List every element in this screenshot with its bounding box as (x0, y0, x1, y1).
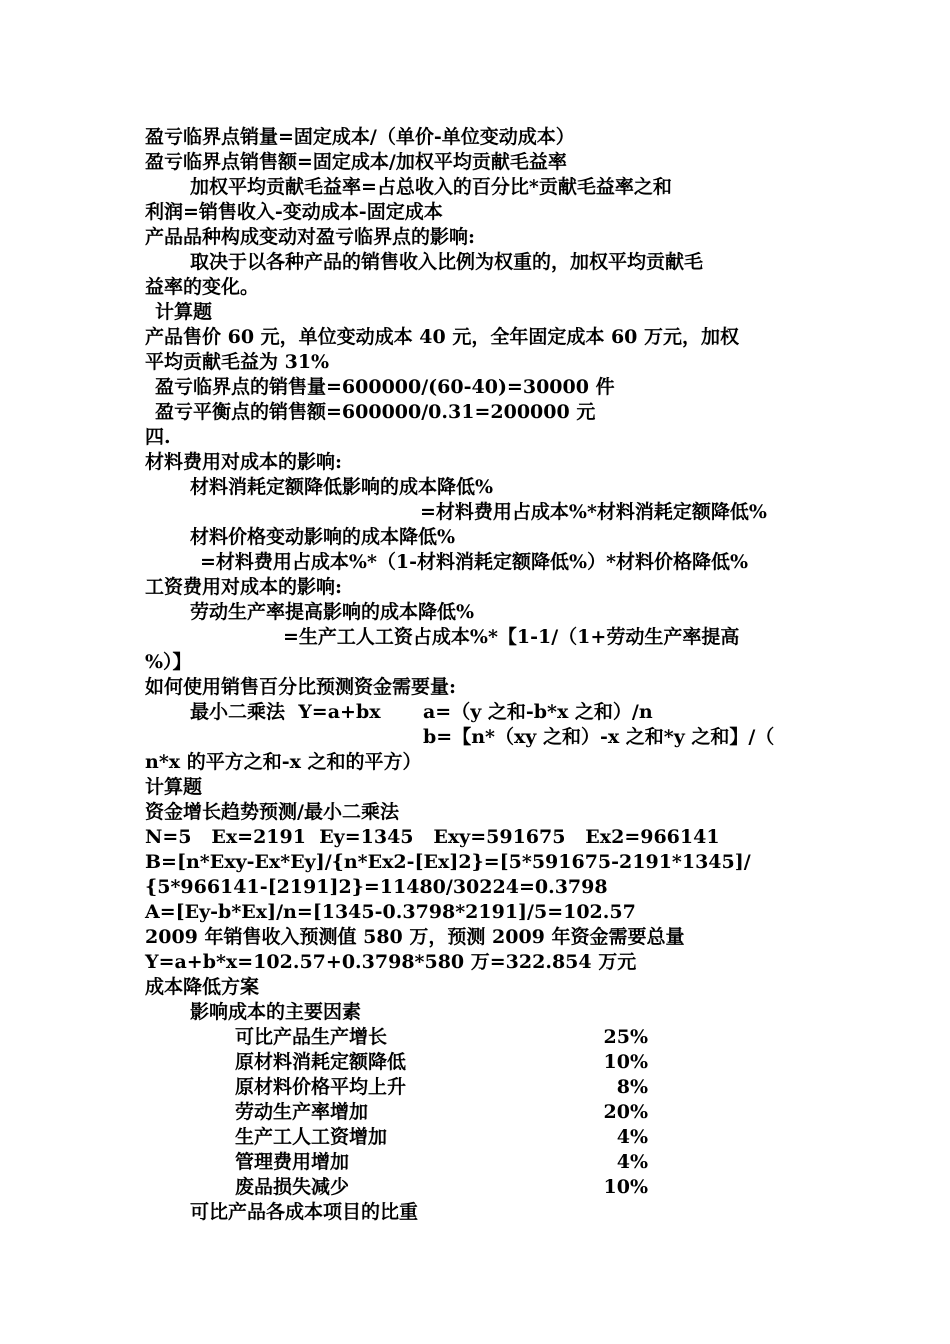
text-line: 加权平均贡献毛益率=占总收入的百分比*贡献毛益率之和 (190, 176, 672, 198)
text-line: A=[Ey-b*Ex]/n=[1345-0.3798*2191]/5=102.57 (145, 901, 636, 923)
text-line: 材料消耗定额降低影响的成本降低% (190, 476, 494, 498)
factor-value: 20% (603, 1101, 648, 1123)
text-line: 材料价格变动影响的成本降低% (190, 526, 456, 548)
text-line: =材料费用占成本%*（1-材料消耗定额降低%）*材料价格降低% (200, 551, 749, 573)
text-line: 最小二乘法 Y=a+bx (190, 701, 381, 723)
text-line: 盈亏平衡点的销售额=600000/0.31=200000 元 (155, 401, 596, 423)
factor-value: 25% (603, 1026, 648, 1048)
text-line: =生产工人工资占成本%*【1-1/（1+劳动生产率提高 (283, 626, 740, 648)
section-heading: 计算题 (155, 301, 213, 323)
factor-label: 管理费用增加 (235, 1151, 350, 1173)
text-line: %）】 (145, 651, 192, 673)
text-line: 盈亏临界点销售额=固定成本/加权平均贡献毛益率 (145, 151, 567, 173)
factor-label: 生产工人工资增加 (235, 1126, 388, 1148)
text-line: 益率的变化。 (145, 276, 260, 298)
factor-label: 劳动生产率增加 (235, 1101, 369, 1123)
text-line: n*x 的平方之和-x 之和的平方） (145, 751, 422, 773)
factor-value: 10% (603, 1051, 648, 1073)
text-line: 劳动生产率提高影响的成本降低% (190, 601, 475, 623)
factor-value: 10% (603, 1176, 648, 1198)
text-line: 工资费用对成本的影响: (145, 576, 343, 598)
text-line: =材料费用占成本%*材料消耗定额降低% (420, 501, 767, 523)
factor-value: 4% (616, 1151, 648, 1173)
text-line: 利润=销售收入-变动成本-固定成本 (145, 201, 443, 223)
text-line: 如何使用销售百分比预测资金需要量: (145, 676, 457, 698)
text-line: 产品品种构成变动对盈亏临界点的影响: (145, 226, 476, 248)
text-line: 可比产品各成本项目的比重 (190, 1201, 419, 1223)
factor-label: 可比产品生产增长 (235, 1026, 388, 1048)
text-line: Y=a+b*x=102.57+0.3798*580 万=322.854 万元 (145, 951, 637, 973)
factor-label: 原材料价格平均上升 (235, 1076, 407, 1098)
text-line: N=5 Ex=2191 Ey=1345 Exy=591675 Ex2=966141 (145, 826, 720, 848)
text-line: 盈亏临界点的销售量=600000/(60-40)=30000 件 (155, 376, 615, 398)
text-line: B=[n*Exy-Ex*Ey]/{n*Ex2-[Ex]2}=[5*591675-2191*1345]/ (145, 851, 751, 873)
text-line: a=（y 之和-b*x 之和）/n (423, 701, 653, 723)
text-line: 取决于以各种产品的销售收入比例为权重的，加权平均贡献毛 (190, 251, 704, 273)
text-line: 材料费用对成本的影响: (145, 451, 343, 473)
factor-label: 废品损失减少 (235, 1176, 350, 1198)
text-line: {5*966141-[2191]2}=11480/30224=0.3798 (145, 876, 608, 898)
text-line: 产品售价 60 元，单位变动成本 40 元，全年固定成本 60 万元，加权 (145, 326, 740, 348)
text-line: 盈亏临界点销量=固定成本/（单价-单位变动成本） (145, 126, 575, 148)
text-line: 平均贡献毛益为 31% (145, 351, 330, 373)
factor-label: 原材料消耗定额降低 (235, 1051, 407, 1073)
text-line: 2009 年销售收入预测值 580 万，预测 2009 年资金需要总量 (145, 926, 685, 948)
text-line: 资金增长趋势预测/最小二乘法 (145, 801, 399, 823)
section-heading: 四. (145, 426, 171, 448)
text-line: b=【n*（xy 之和）-x 之和*y 之和】/（ (423, 726, 775, 748)
section-heading: 成本降低方案 (145, 976, 260, 998)
factor-value: 4% (616, 1126, 648, 1148)
text-line: 影响成本的主要因素 (190, 1001, 362, 1023)
factor-value: 8% (616, 1076, 648, 1098)
section-heading: 计算题 (145, 776, 203, 798)
